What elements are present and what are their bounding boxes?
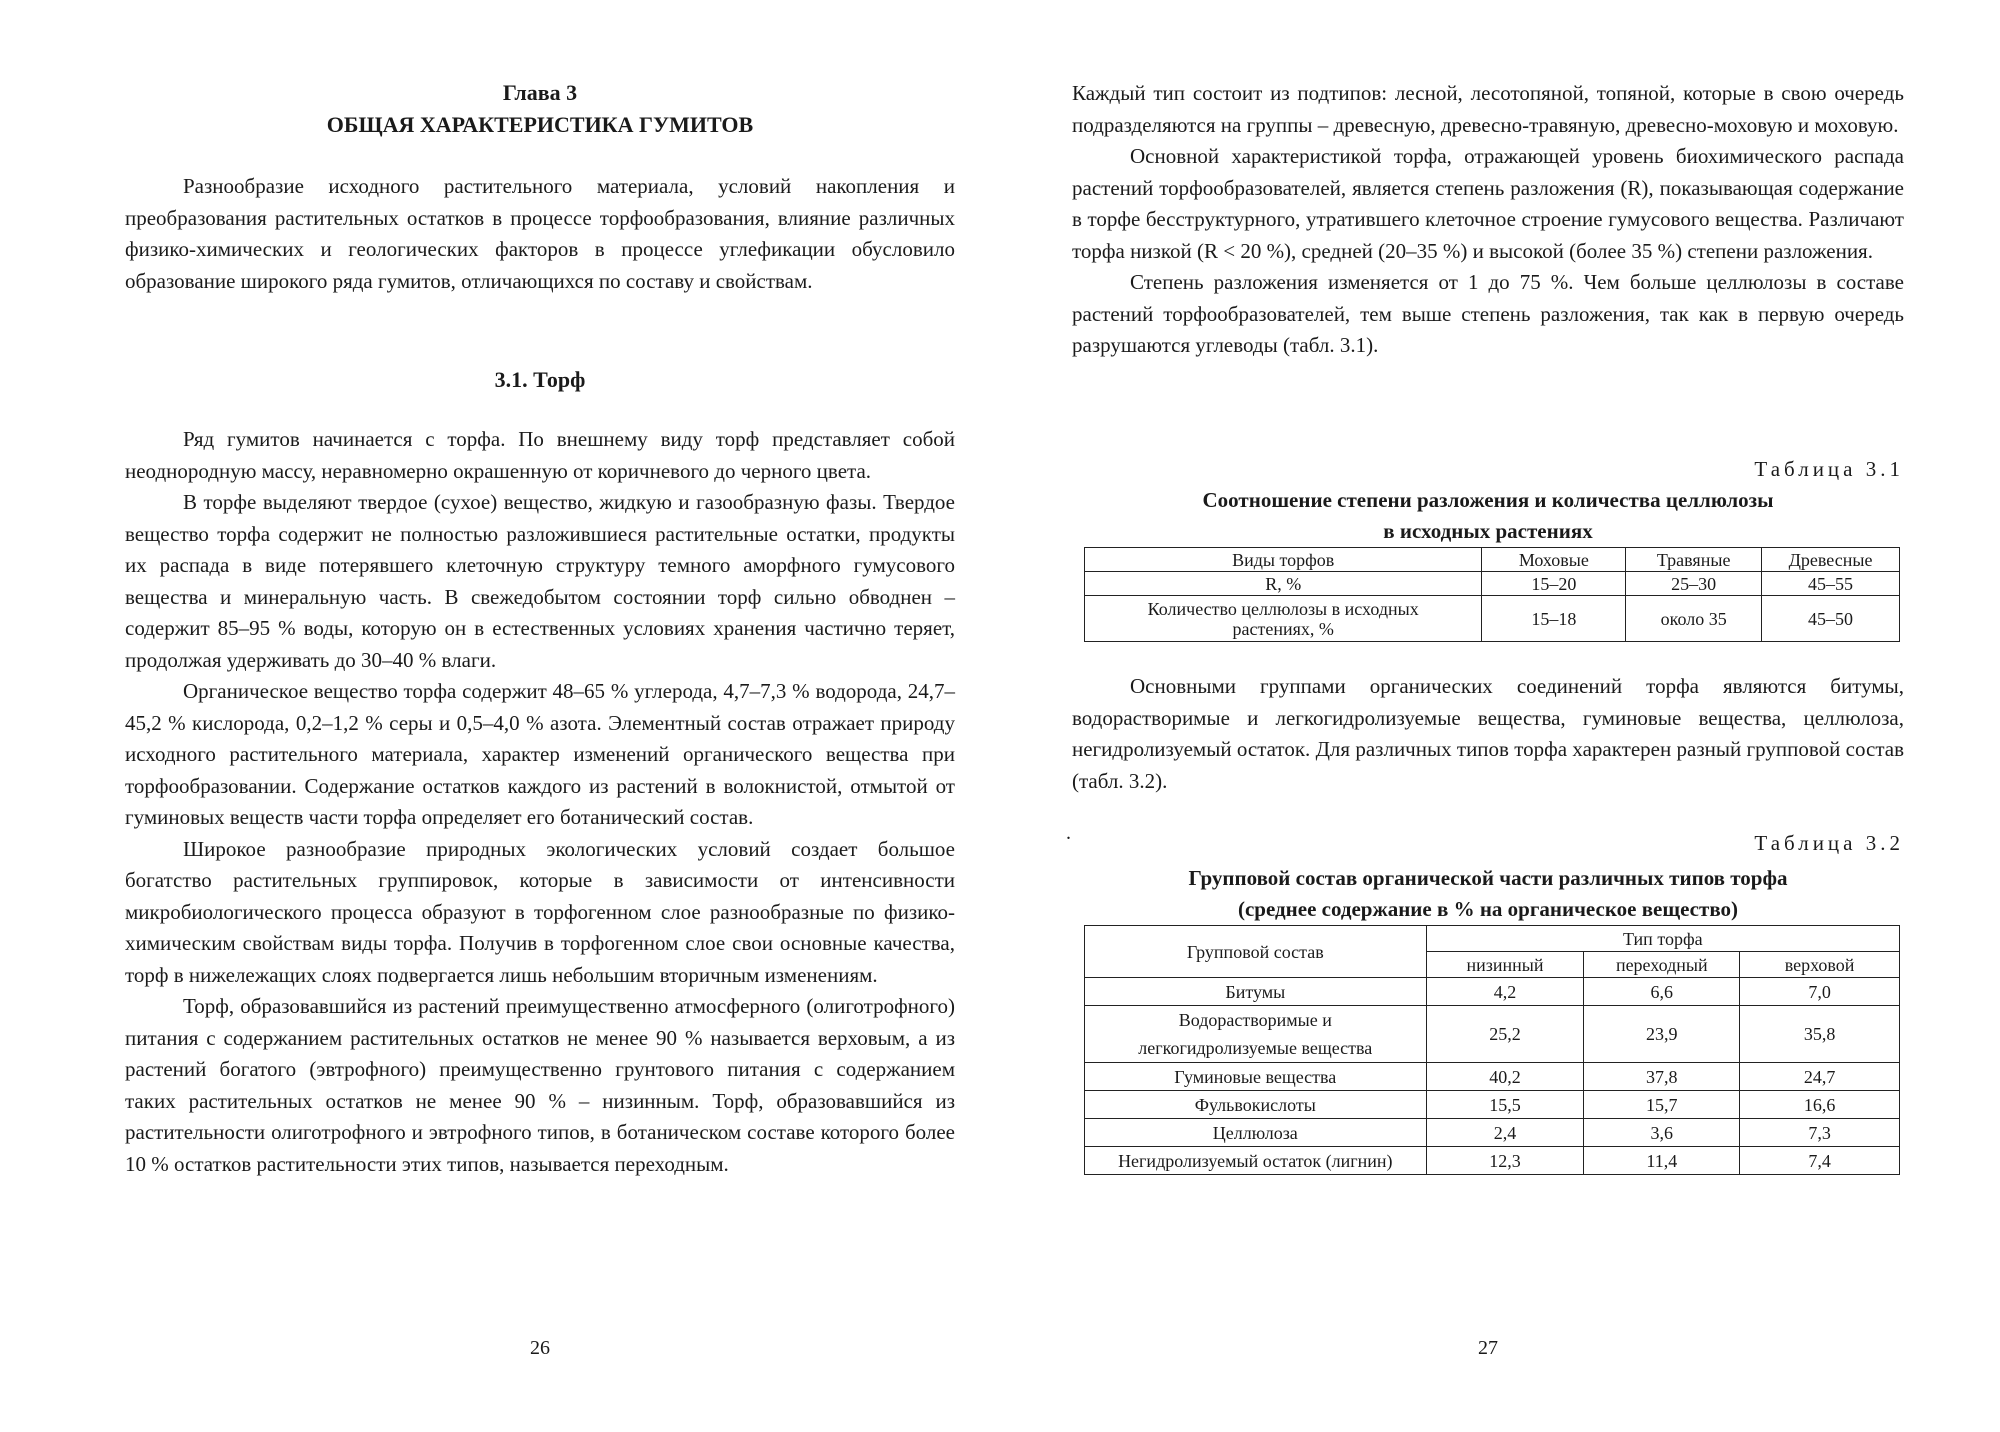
table-1-label: Таблица 3.1 (1754, 457, 1904, 481)
page-number-right: 27 (1478, 1337, 1498, 1359)
chapter-number: Глава 3 (502, 80, 578, 105)
table-cell: 35,8 (1740, 1006, 1900, 1063)
table-row (1085, 926, 1900, 952)
page-number-left: 26 (530, 1337, 550, 1359)
table-cell: Гуминовые вещества (1085, 1063, 1427, 1091)
table-cell: 7,3 (1740, 1119, 1900, 1147)
table-cell: Количество целлюлозы в исходных растениях, % (1085, 596, 1482, 642)
table-header-cell: Групповой состав (1085, 926, 1427, 978)
table-2-title (1072, 863, 1904, 925)
table-cell: 2,4 (1426, 1119, 1584, 1147)
table-header-cell: переходный (1584, 952, 1740, 978)
table-cell: Битумы (1085, 978, 1427, 1006)
table-cell: 15,5 (1426, 1091, 1584, 1119)
paragraph: Торф, образовавшийся из растений преимущественно атмосферного (олиготрофного) питания с содержанием растительных остатков не менее 90 % называется верховым, а из растений богатого (эвтрофного) преимущественно грунтового питания с содержанием таких растительных остатков не менее 90 % – низинным. Торф, образовавшийся из растительности олиготрофного и эвтрофного типов, в ботаническом составе которого более 10 % остатков растительности этих типов, называется переходным. (125, 994, 955, 1176)
left-body-text (125, 424, 955, 1180)
intro-paragraph: Разнообразие исходного растительного материала, условий накопления и преобразования растительных остатков в процессе торфообразования, влияние различных физико-химических и геологических факторов в процессе углефикации обусловило образование широкого ряда гумитов, отличающихся по составу и свойствам. (125, 174, 955, 293)
table-cell: Фульвокислоты (1085, 1091, 1427, 1119)
table-cell: 7,4 (1740, 1147, 1900, 1175)
intro-section (125, 171, 955, 297)
table-row (1085, 1063, 1900, 1091)
table-header-cell: Древесные (1762, 548, 1900, 572)
table-cell: 45–55 (1762, 572, 1900, 596)
paragraph: Ряд гумитов начинается с торфа. По внешнему виду торф представляет собой неоднородную массу, неравномерно окрашенную от коричневого до черного цвета. (125, 427, 955, 483)
table-cell: 16,6 (1740, 1091, 1900, 1119)
table-cell: 7,0 (1740, 978, 1900, 1006)
paragraph: Органическое вещество торфа содержит 48–65 % углерода, 4,7–7,3 % водорода, 24,7–45,2 % кислорода, 0,2–1,2 % серы и 0,5–4,0 % азота. Элементный состав отражает природу исходного растительного материала, характер изменений органического вещества при торфообразовании. Содержание остатков каждого из растений в волокнистой, отмытой от гуминовых веществ части торфа определяет его ботанический состав. (125, 679, 955, 829)
right-body-text-top (1072, 78, 1904, 362)
table-cell: 11,4 (1584, 1147, 1740, 1175)
table-cell: 25–30 (1626, 572, 1762, 596)
table-cell: 45–50 (1762, 596, 1900, 642)
right-body-text-middle (1072, 671, 1904, 797)
chapter-title: ОБЩАЯ ХАРАКТЕРИСТИКА ГУМИТОВ (326, 112, 754, 137)
table-2-label: Таблица 3.2 (1754, 831, 1904, 855)
table-row (1085, 1119, 1900, 1147)
right-page (1066, 0, 1904, 1432)
table-cell: 4,2 (1426, 978, 1584, 1006)
table-cell: 23,9 (1584, 1006, 1740, 1063)
table-cell: 25,2 (1426, 1006, 1584, 1063)
paragraph: Основной характеристикой торфа, отражающей уровень биохимического распада растений торфообразователей, является степень разложения (R), показывающая содержание в торфе бесструктурного, утратившего клеточное строение гумусового вещества. Различают торфа низкой (R < 20 %), средней (20–35 %) и высокой (более 35 %) степени разложения. (1072, 144, 1904, 263)
table-row (1085, 596, 1900, 642)
table-header-cell: Тип торфа (1426, 926, 1899, 952)
table-1-title-line-1: Соотношение степени разложения и количества целлюлозы (1202, 488, 1774, 512)
table-cell: около 35 (1626, 596, 1762, 642)
table-cell: 3,6 (1584, 1119, 1740, 1147)
table-row (1085, 978, 1900, 1006)
table-cell: 37,8 (1584, 1063, 1740, 1091)
table-cell: Водорастворимые и легкогидролизуемые вещества (1085, 1006, 1427, 1063)
paragraph: Широкое разнообразие природных экологических условий создает большое богатство растительных группировок, которые в зависимости от интенсивности микробиологического процесса образуют в торфогенном слое разнообразные по физико-химическим свойствам виды торфа. Получив в торфогенном слое свои основные качества, торф в нижележащих слоях подвергается лишь небольшим вторичным изменениям. (125, 836, 955, 987)
table-cell: Негидролизуемый остаток (лигнин) (1085, 1147, 1427, 1175)
table-cell: 40,2 (1426, 1063, 1584, 1091)
table-cell: 15,7 (1584, 1091, 1740, 1119)
table-2 (1084, 925, 1900, 1175)
stray-dot: . (1066, 822, 1071, 844)
table-row (1085, 1147, 1900, 1175)
table-row (1085, 548, 1900, 572)
table-1 (1084, 547, 1900, 642)
section-title: 3.1. Торф (494, 367, 586, 392)
table-row (1085, 1091, 1900, 1119)
paragraph: Каждый тип состоит из подтипов: лесной, лесотопяной, топяной, которые в свою очередь подразделяются на группы – древесную, древесно-травяную, древесно-моховую и моховую. (1072, 81, 1904, 137)
left-page (125, 0, 955, 1432)
paragraph: В торфе выделяют твердое (сухое) вещество, жидкую и газообразную фазы. Твердое вещество торфа содержит не полностью разложившиеся растительные остатки, продукты их распада в виде потерявшего клеточную структуру темного аморфного гумусового вещества и минеральную часть. В свежедобытом состоянии торф сильно обводнен – содержит 85–95 % воды, которую он в естественных условиях хранения частично теряет, продолжая удерживать до 30–40 % влаги. (125, 490, 955, 672)
table-header-cell: Моховые (1482, 548, 1626, 572)
table-header-cell: Травяные (1626, 548, 1762, 572)
table-cell: Целлюлоза (1085, 1119, 1427, 1147)
table-row (1085, 572, 1900, 596)
table-2-title-line-2: (среднее содержание в % на органическое вещество) (1237, 897, 1739, 921)
paragraph: Основными группами органических соединений торфа являются битумы, водорастворимые и легкогидролизуемые вещества, гуминовые вещества, целлюлоза, негидролизуемый остаток. Для различных типов торфа характерен разный групповой состав (табл. 3.2). (1072, 674, 1904, 793)
table-cell: 15–18 (1482, 596, 1626, 642)
table-cell: 12,3 (1426, 1147, 1584, 1175)
table-cell: 6,6 (1584, 978, 1740, 1006)
paragraph: Степень разложения изменяется от 1 до 75 %. Чем больше целлюлозы в составе растений торфообразователей, тем выше степень разложения, так как в первую очередь разрушаются углеводы (табл. 3.1). (1072, 270, 1904, 357)
table-header-cell: Виды торфов (1085, 548, 1482, 572)
table-header-cell: верховой (1740, 952, 1900, 978)
table-1-title-line-2: в исходных растениях (1383, 519, 1593, 543)
table-header-cell: низинный (1426, 952, 1584, 978)
table-cell: 15–20 (1482, 572, 1626, 596)
table-2-title-line-1: Групповой состав органической части различных типов торфа (1188, 866, 1788, 890)
table-cell: R, % (1085, 572, 1482, 596)
table-cell: 24,7 (1740, 1063, 1900, 1091)
table-1-title (1072, 485, 1904, 547)
table-row (1085, 1006, 1900, 1063)
